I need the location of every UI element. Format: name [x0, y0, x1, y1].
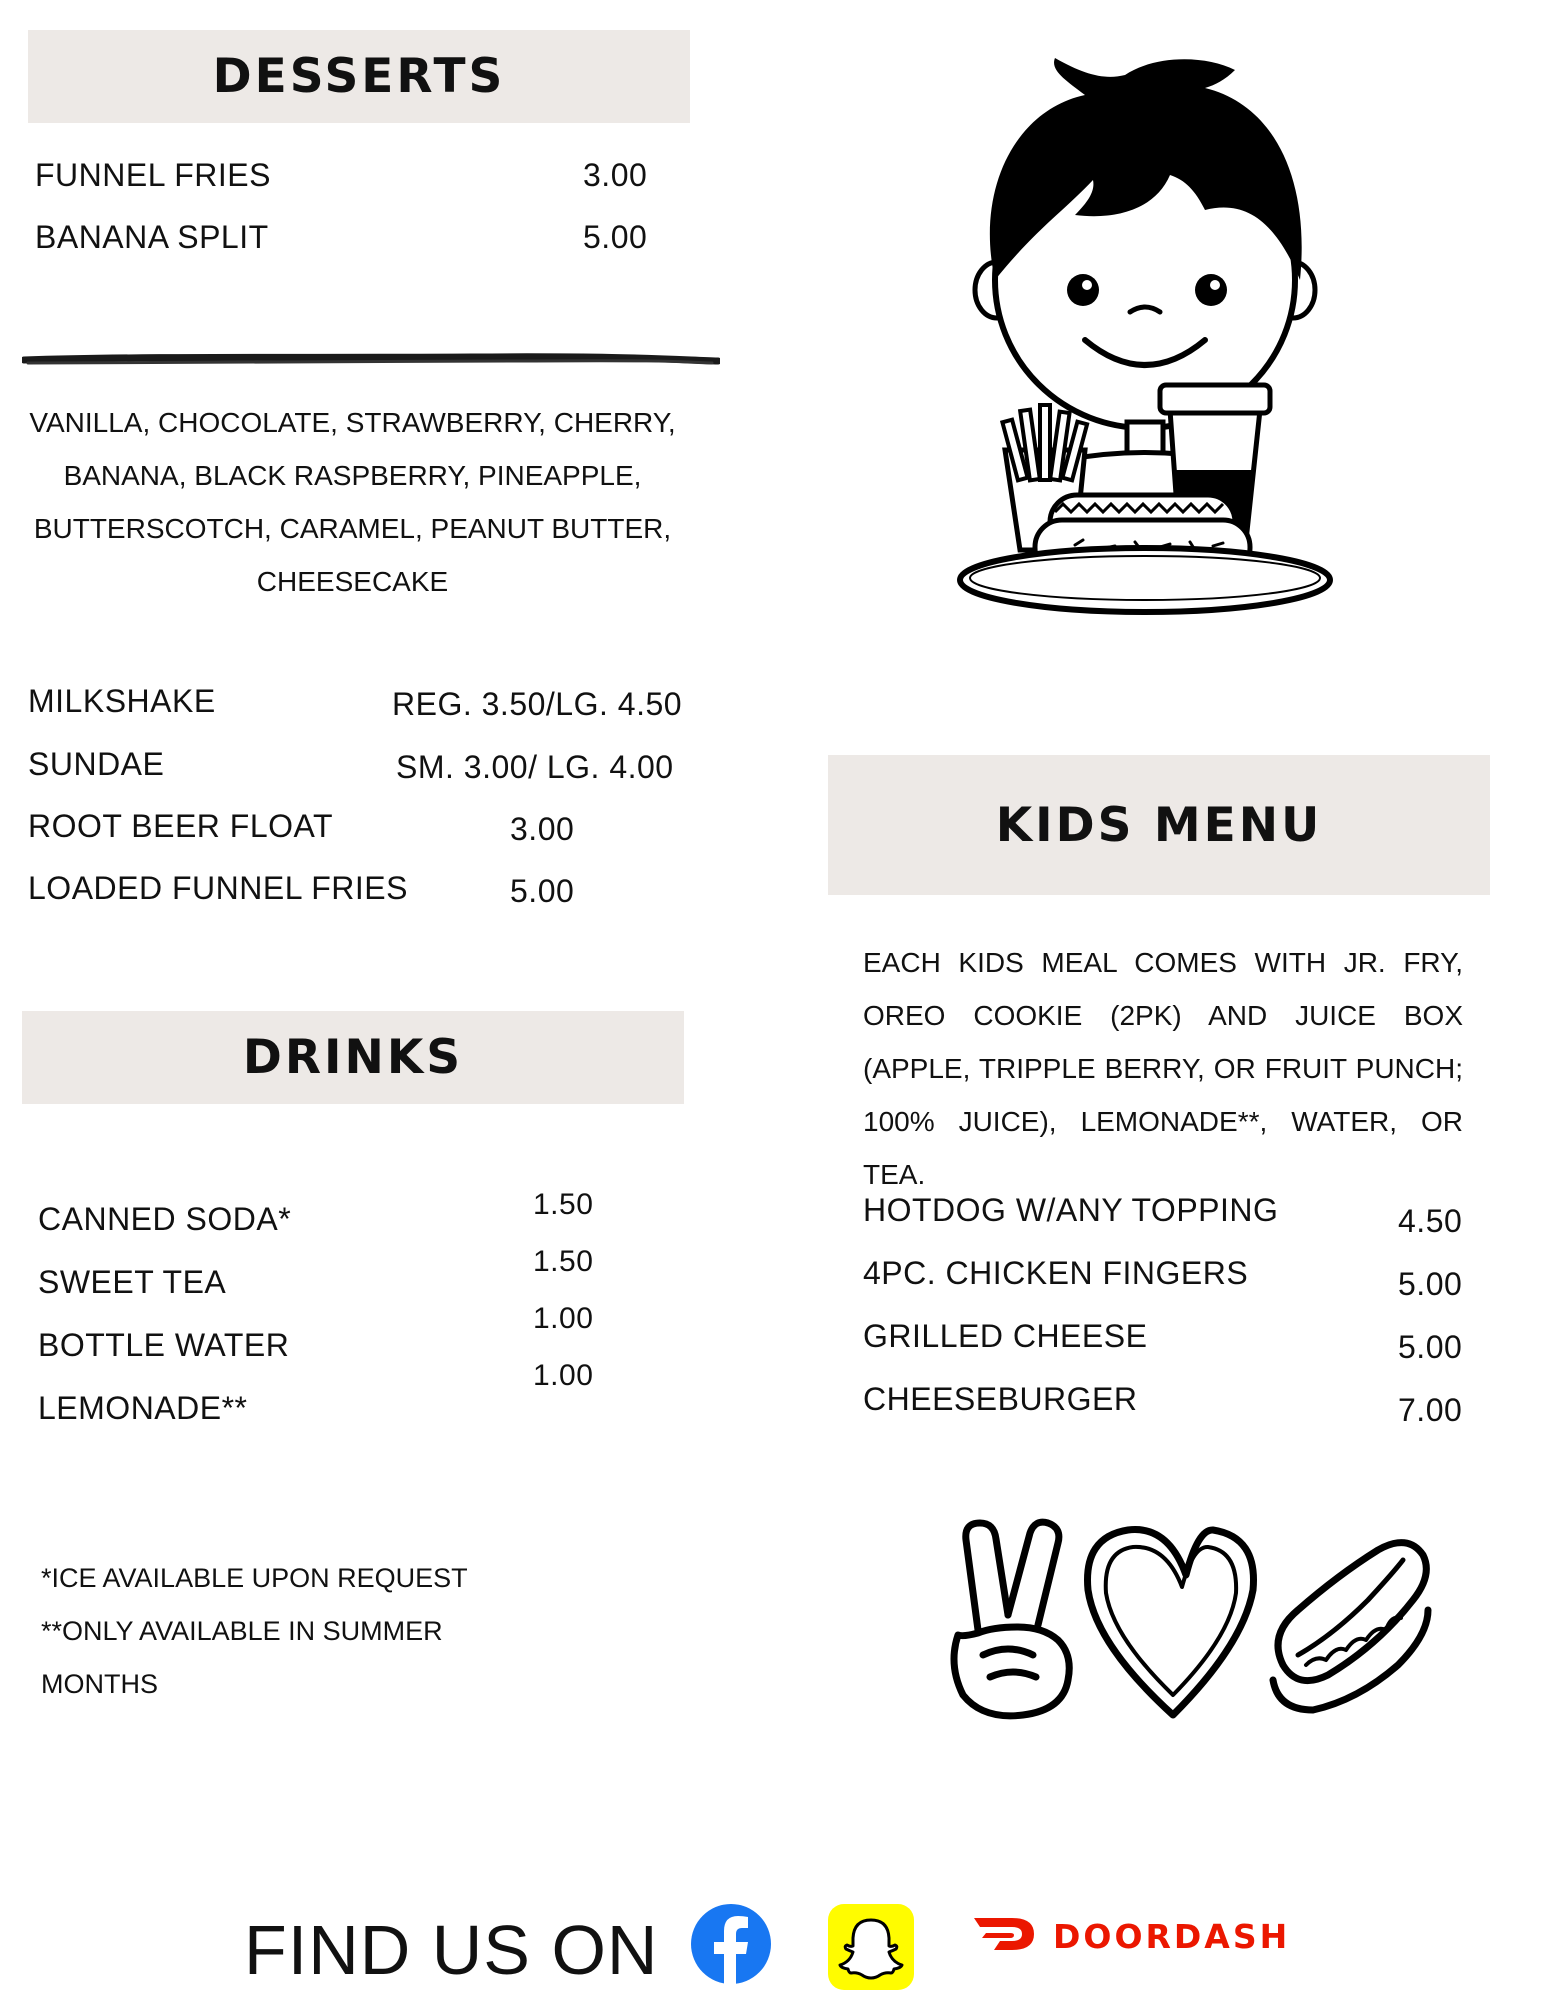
drink-note: MONTHS — [41, 1669, 158, 1699]
treat-item-price: SM. 3.00/ LG. 4.00 — [396, 749, 674, 785]
drinks-banner — [22, 1011, 684, 1104]
dessert-item-name: BANANA SPLIT — [35, 219, 269, 255]
drink-item-name: BOTTLE WATER — [38, 1327, 290, 1363]
treat-item-name: SUNDAE — [28, 746, 165, 782]
dessert-item-price: 3.00 — [583, 157, 648, 193]
kids-meal-description: EACH KIDS MEAL COMES WITH JR. FRY, OREO COOKIE (2PK) AND JUICE BOX (APPLE, TRIPPLE BERRY, OR FRUIT PUNCH; 100% JUICE), LEMONADE**, WATER, OR TEA. — [863, 947, 1463, 1190]
dessert-item-price: 5.00 — [583, 219, 648, 255]
drink-note: *ICE AVAILABLE UPON REQUEST — [41, 1563, 468, 1593]
drink-item-name: SWEET TEA — [38, 1264, 227, 1300]
kids-item-name: HOTDOG W/ANY TOPPING — [863, 1192, 1279, 1228]
drinks-title: DRINKS — [242, 1030, 464, 1085]
kids-item-price: 5.00 — [1398, 1266, 1463, 1302]
facebook-icon[interactable] — [691, 1904, 771, 1984]
kids-item-price: 5.00 — [1398, 1329, 1463, 1365]
peace-love-hotdog-icon — [938, 1515, 1433, 1730]
drink-item-price: 1.00 — [533, 1302, 594, 1335]
dessert-item-name: FUNNEL FRIES — [35, 157, 271, 193]
kids-item-price: 4.50 — [1398, 1203, 1463, 1239]
find-us-label: FIND US ON — [244, 1911, 659, 1989]
snapchat-icon[interactable] — [828, 1904, 914, 1990]
kids-menu-title: KIDS MENU — [995, 797, 1323, 853]
treat-item-name: MILKSHAKE — [28, 683, 216, 719]
kids-item-name: GRILLED CHEESE — [863, 1318, 1148, 1354]
doordash-icon[interactable] — [972, 1914, 1038, 1954]
kids-item-name: 4PC. CHICKEN FINGERS — [863, 1255, 1249, 1291]
drink-item-price: 1.00 — [533, 1359, 594, 1392]
drink-item-price: 1.50 — [533, 1188, 594, 1221]
brush-divider — [22, 350, 720, 372]
treat-item-price: 3.00 — [510, 811, 575, 847]
kids-item-name: CHEESEBURGER — [863, 1381, 1138, 1417]
drink-item-price: 1.50 — [533, 1245, 594, 1278]
kids-item-price: 7.00 — [1398, 1392, 1463, 1428]
kid-eating-icon — [955, 50, 1345, 630]
desserts-banner — [28, 30, 690, 123]
drink-item-name: CANNED SODA* — [38, 1201, 292, 1237]
treat-item-price: 5.00 — [510, 873, 575, 909]
flavor-list: VANILLA, CHOCOLATE, STRAWBERRY, CHERRY, BANANA, BLACK RASPBERRY, PINEAPPLE, BUTTERSCOTCH, CARAMEL, PEANUT BUTTER, CHEESECAKE — [29, 407, 676, 597]
kids-menu-banner — [828, 755, 1490, 895]
treat-item-name: ROOT BEER FLOAT — [28, 808, 334, 844]
treat-item-price: REG. 3.50/LG. 4.50 — [392, 686, 683, 722]
treat-item-name: LOADED FUNNEL FRIES — [28, 870, 408, 906]
desserts-title: DESSERTS — [212, 49, 506, 104]
drink-item-name: LEMONADE** — [38, 1390, 248, 1426]
drink-note: **ONLY AVAILABLE IN SUMMER — [41, 1616, 443, 1646]
doordash-label[interactable]: DOORDASH — [1053, 1917, 1291, 1956]
